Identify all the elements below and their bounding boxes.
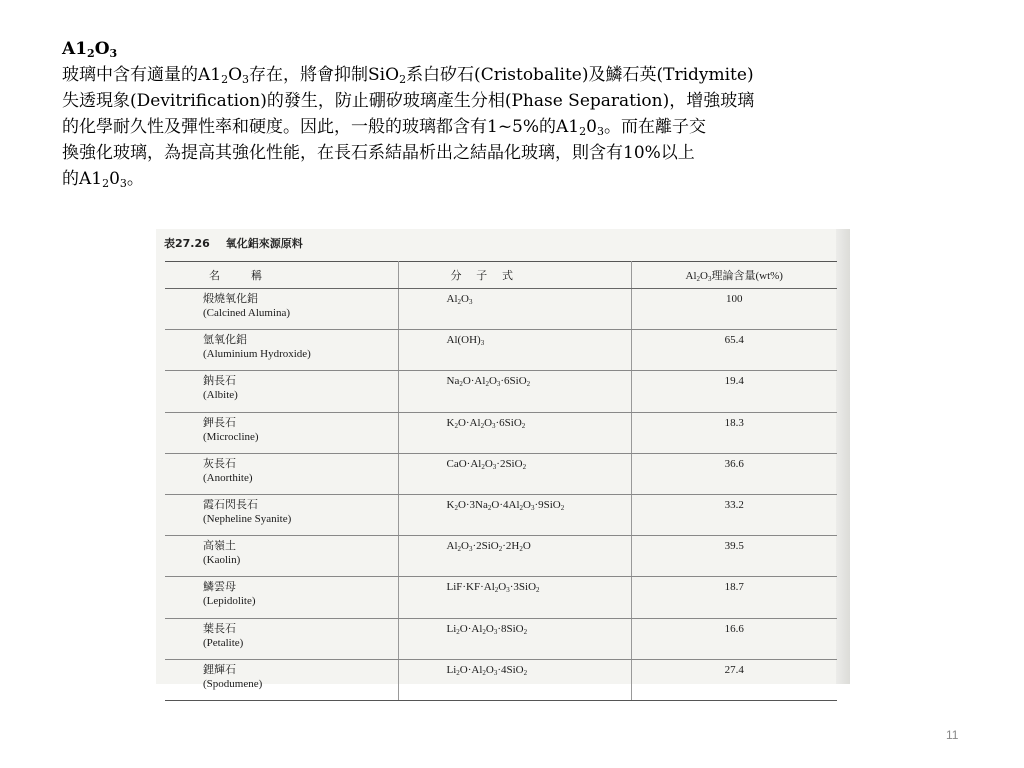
paragraph-line-4: 換強化玻璃，為提高其強化性能，在長石系結晶析出之結晶化玻璃，則含有10%以上 [62, 143, 695, 163]
text-block [62, 36, 962, 192]
table-row [165, 289, 837, 330]
name-zh: 鱗雲母 [203, 581, 236, 594]
row-value: 100 [631, 289, 837, 330]
name-en: (Albite) [203, 389, 238, 402]
row-value: 39.5 [631, 536, 837, 577]
row-name [165, 412, 398, 453]
table-row [165, 659, 837, 700]
name-en: (Lepidolite) [203, 595, 256, 608]
row-formula: $LiF\cdot KF\cdot Al_2O_3\cdot 3SiO_2$ [398, 577, 631, 618]
row-formula: $K_2O\cdot 3Na_2O\cdot 4Al_2O_3\cdot 9SiO_2$ [398, 494, 631, 535]
row-value: 19.4 [631, 371, 837, 412]
alumina-source-table [165, 261, 837, 701]
row-name [165, 371, 398, 412]
header-value: $Al_2O_3$理論含量(wt%) [631, 262, 837, 289]
row-value: 65.4 [631, 330, 837, 371]
row-value: 36.6 [631, 453, 837, 494]
name-en: (Calcined Alumina) [203, 307, 291, 319]
name-zh: 氫氧化鋁 [203, 334, 247, 347]
row-formula: $Al_2O_3$ [398, 289, 631, 330]
row-name [165, 494, 398, 535]
section-heading [62, 36, 962, 62]
row-formula: $CaO\cdot Al_2O_3\cdot 2SiO_2$ [398, 453, 631, 494]
table-caption [164, 235, 303, 251]
paragraph-line-3: 的化學耐久性及彈性率和硬度。因此，一般的玻璃都含有1~5%的$A1_20_3$。而在離子交 [62, 117, 706, 138]
table-title: 氧化鋁來源原料 [225, 237, 303, 250]
name-zh: 霞石閃長石 [203, 498, 258, 511]
name-en: (Petalite) [203, 636, 244, 649]
name-zh: 葉長石 [203, 622, 236, 635]
row-value: 18.7 [631, 577, 837, 618]
row-name [165, 330, 398, 371]
row-value: 18.3 [631, 412, 837, 453]
name-zh: 灰長石 [203, 457, 236, 470]
name-zh: 高嶺土 [203, 540, 236, 553]
paragraph-line-2: 失透現象(Devitrification)的發生，防止硼矽玻璃產生分相(Phase Separation)，增強玻璃 [62, 91, 755, 111]
name-en: (Aluminium Hydroxide) [203, 348, 311, 361]
row-name [165, 453, 398, 494]
table-row [165, 536, 837, 577]
table-row [165, 412, 837, 453]
row-name [165, 577, 398, 618]
header-name: 名 稱 [165, 262, 398, 289]
name-en: (Kaolin) [203, 554, 241, 567]
row-name [165, 659, 398, 700]
row-value: 33.2 [631, 494, 837, 535]
heading-subscript: 3 [109, 47, 118, 60]
row-value: 27.4 [631, 659, 837, 700]
row-formula: $Li_2O\cdot Al_2O_3\cdot 4SiO_2$ [398, 659, 631, 700]
name-en: (Nepheline Syanite) [203, 512, 292, 525]
heading-subscript: 2 [87, 47, 95, 60]
row-formula: $K_2O\cdot Al_2O_3\cdot 6SiO_2$ [398, 412, 631, 453]
table-row [165, 371, 837, 412]
heading-text: A1 [62, 39, 88, 59]
table-number: 表27.26 [164, 237, 210, 250]
name-zh: 鉀長石 [203, 416, 236, 429]
table-row [165, 330, 837, 371]
page-number: 11 [946, 728, 959, 742]
name-zh: 鋰輝石 [203, 663, 236, 676]
table-header-row [165, 262, 837, 289]
table-row [165, 577, 837, 618]
row-value: 16.6 [631, 618, 837, 659]
name-zh: 鈉長石 [203, 375, 236, 388]
paragraph-line-1: 玻璃中含有適量的$A1_2O_3$存在，將會抑制SiO$_2$系白矽石(Cristobalite)及鱗石英(Tridymite) [62, 65, 754, 86]
table-row [165, 618, 837, 659]
row-formula: $Na_2O\cdot Al_2O_3\cdot 6SiO_2$ [398, 371, 631, 412]
name-en: (Anorthite) [203, 471, 253, 484]
scanned-table-image [156, 229, 850, 690]
header-formula: 分 子 式 [398, 262, 631, 289]
row-formula: $Al(OH)_3$ [398, 330, 631, 371]
scan-edge [836, 229, 850, 684]
name-en: (Microcline) [203, 430, 259, 443]
row-name [165, 618, 398, 659]
row-name [165, 536, 398, 577]
row-formula: $Li_2O\cdot Al_2O_3\cdot 8SiO_2$ [398, 618, 631, 659]
heading-text: O [94, 39, 110, 59]
table-row [165, 494, 837, 535]
name-zh: 煅燒氧化鋁 [203, 293, 258, 305]
row-formula: $Al_2O_3\cdot 2SiO_2\cdot 2H_2O$ [398, 536, 631, 577]
table-row [165, 453, 837, 494]
row-name [165, 289, 398, 330]
paragraph-line-5: 的$A1_20_3$。 [62, 169, 144, 190]
name-en: (Spodumene) [203, 677, 263, 690]
